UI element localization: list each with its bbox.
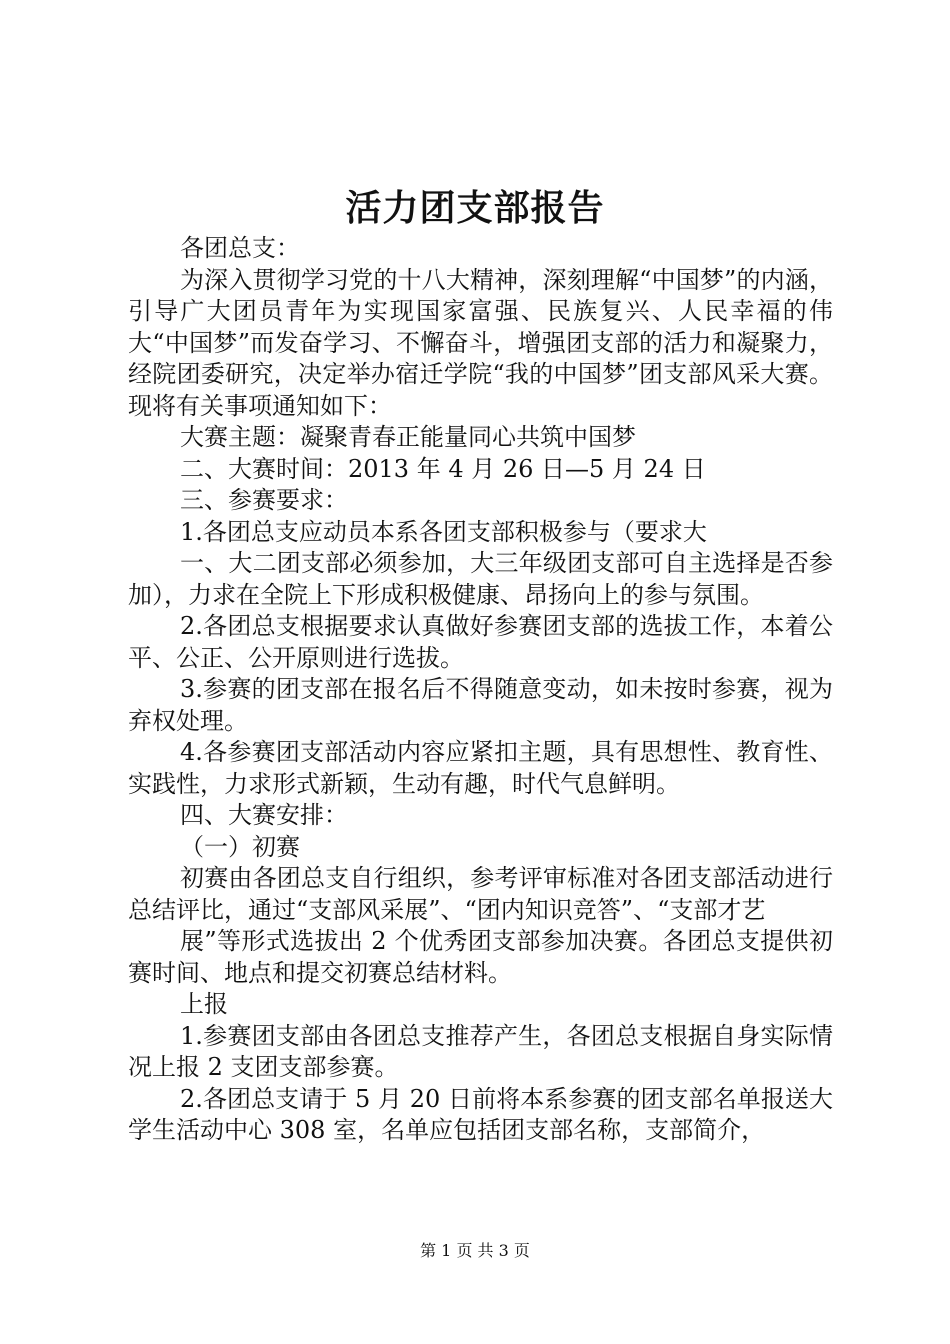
page-title: 活力团支部报告 [345,187,605,229]
paragraph-requirement-1-cont: 一、大二团支部必须参加，大三年级团支部可自主选择是否参加），力求在全院上下形成积极健康、昂扬向上的参与氛围。 [128,549,833,609]
paragraph-requirement-2: 2.各团总支根据要求认真做好参赛团支部的选拔工作，本着公平、公正、公开原则进行选拔。 [128,612,833,672]
subsection-heading-preliminary: （一）初赛 [180,832,300,861]
salutation: 各团总支： [180,234,300,262]
document-body [128,233,833,1147]
paragraph-time: 二、大赛时间：2013 年 4 月 26 日—5 月 24 日 [180,454,706,483]
paragraph-report-2: 2.各团总支请于 5 月 20 日前将本系参赛的团支部名单报送大学生活动中心 308 室，名单应包括团支部名称，支部简介， [128,1084,833,1144]
paragraph-requirement-3: 3.参赛的团支部在报名后不得随意变动，如未按时参赛，视为弃权处理。 [128,675,833,735]
page-footer: 第 1 页 共 3 页 [420,1241,530,1260]
paragraph-preliminary: 初赛由各团总支自行组织，参考评审标准对各团支部活动进行总结评比，通过“支部风采展”、“团内知识竞答”、“支部才艺 [128,864,833,924]
paragraph-intro: 为深入贯彻学习党的十八大精神，深刻理解“中国梦”的内涵，引导广大团员青年为实现国家富强、民族复兴、人民幸福的伟大“中国梦”而发奋学习、不懈奋斗，增强团支部的活力和凝聚力，经院团委研究，决定举办宿迁学院“我的中国梦”团支部风采大赛。现将有关事项通知如下： [128,265,833,420]
section-heading-schedule: 四、大赛安排： [180,801,348,829]
paragraph-report-1: 1.参赛团支部由各团总支推荐产生，各团总支根据自身实际情况上报 2 支团支部参赛。 [128,1021,833,1081]
paragraph-preliminary-cont: 展”等形式选拔出 2 个优秀团支部参加决赛。各团总支提供初赛时间、地点和提交初赛总结材料。 [128,927,833,987]
subsection-heading-report: 上报 [180,990,228,1018]
paragraph-theme: 大赛主题：凝聚青春正能量同心共筑中国梦 [180,423,636,451]
paragraph-requirement-1: 1.各团总支应动员本系各团支部积极参与（要求大 [180,517,707,546]
section-heading-requirements: 三、参赛要求： [180,486,348,514]
paragraph-requirement-4: 4.各参赛团支部活动内容应紧扣主题，具有思想性、教育性、实践性，力求形式新颖，生动有趣，时代气息鲜明。 [128,738,833,798]
